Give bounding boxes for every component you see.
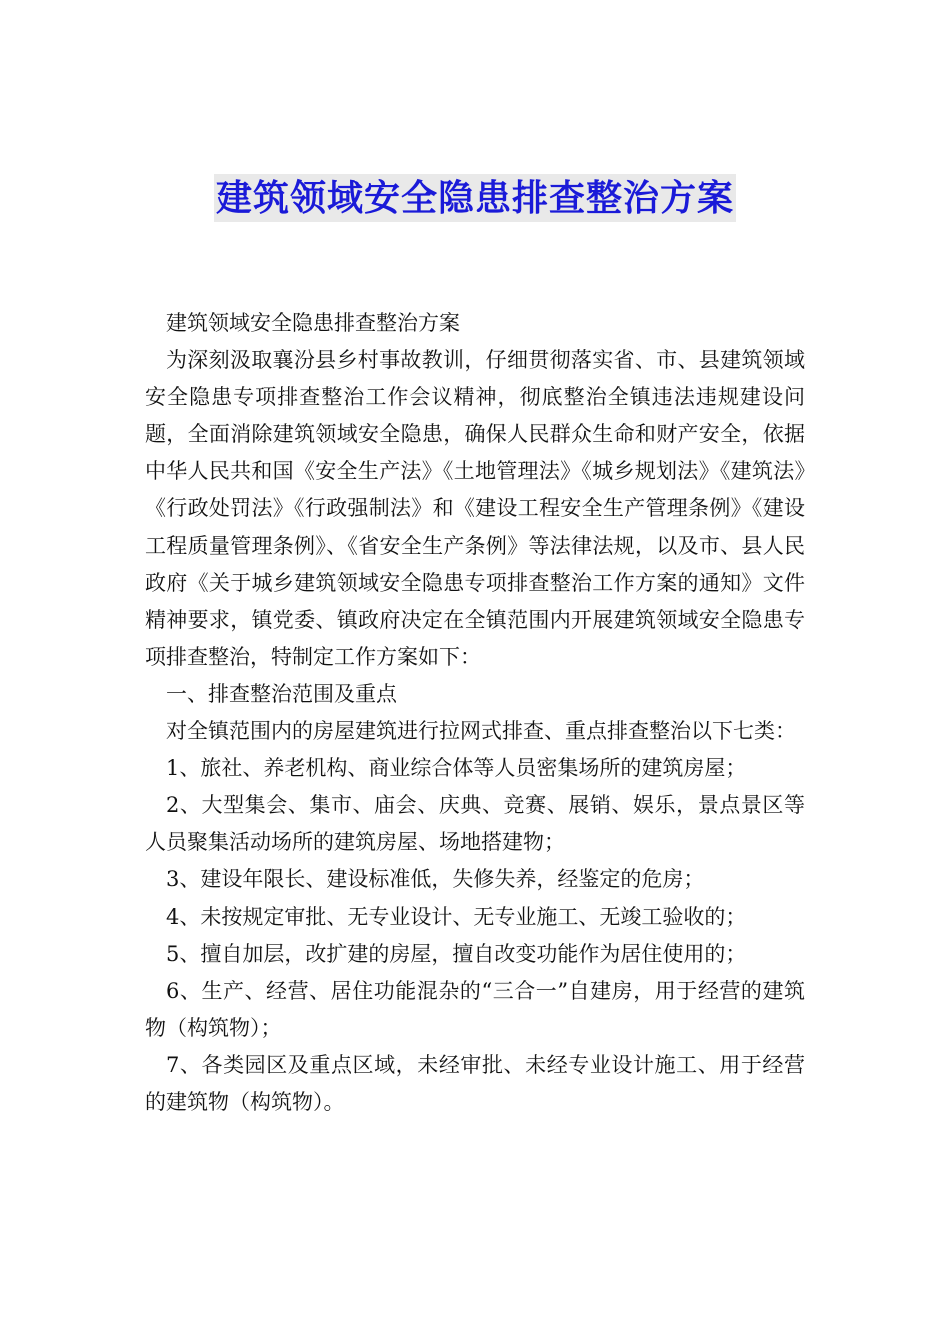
list-item: 7、各类园区及重点区域，未经审批、未经专业设计施工、用于经营的建筑物（构筑物）。 (145, 1052, 805, 1114)
paragraph-intro: 为深刻汲取襄汾县乡村事故教训，仔细贯彻落实省、市、县建筑领域安全隐患专项排查整治工作会议精神，彻底整治全镇违法违规建设问题，全面消除建筑领域安全隐患，确保人民群众生命和财产安全，依据中华人民共和国《安全生产法》《土地管理法》《城乡规划法》《建筑法》《行政处罚法》《行政强制法》和《建设工程安全生产管理条例》《建设工程质量管理条例》、《省安全生产条例》等法律法规，以及市、县人民政府《关于城乡建筑领域安全隐患专项排查整治工作方案的通知》文件精神要求，镇党委、镇政府决定在全镇范围内开展建筑领域安全隐患专项排查整治，特制定工作方案如下： (145, 348, 805, 669)
title-block (0, 174, 950, 222)
section-heading: 一、排查整治范围及重点 (166, 681, 397, 706)
list-item: 3、建设年限长、建设标准低，失修失养，经鉴定的危房； (166, 867, 705, 892)
list-item: 1、旅社、养老机构、商业综合体等人员密集场所的建筑房屋； (166, 756, 747, 781)
list-item: 2、大型集会、集市、庙会、庆典、竞赛、展销、娱乐，景点景区等人员聚集活动场所的建筑房屋、场地搭建物； (145, 793, 805, 855)
paragraph-subtitle: 建筑领域安全隐患排查整治方案 (166, 311, 460, 335)
list-item: 6、生产、经营、居住功能混杂的“三合一”自建房，用于经营的建筑物（构筑物）； (145, 978, 805, 1040)
document-title: 建筑领域安全隐患排查整治方案 (214, 174, 736, 222)
document-body (145, 305, 805, 1121)
paragraph-scope: 对全镇范围内的房屋建筑进行拉网式排查、重点排查整治以下七类： (166, 719, 796, 744)
list-item: 5、擅自加层，改扩建的房屋，擅自改变功能作为居住使用的； (166, 941, 747, 966)
list-item: 4、未按规定审批、无专业设计、无专业施工、无竣工验收的； (166, 904, 747, 929)
